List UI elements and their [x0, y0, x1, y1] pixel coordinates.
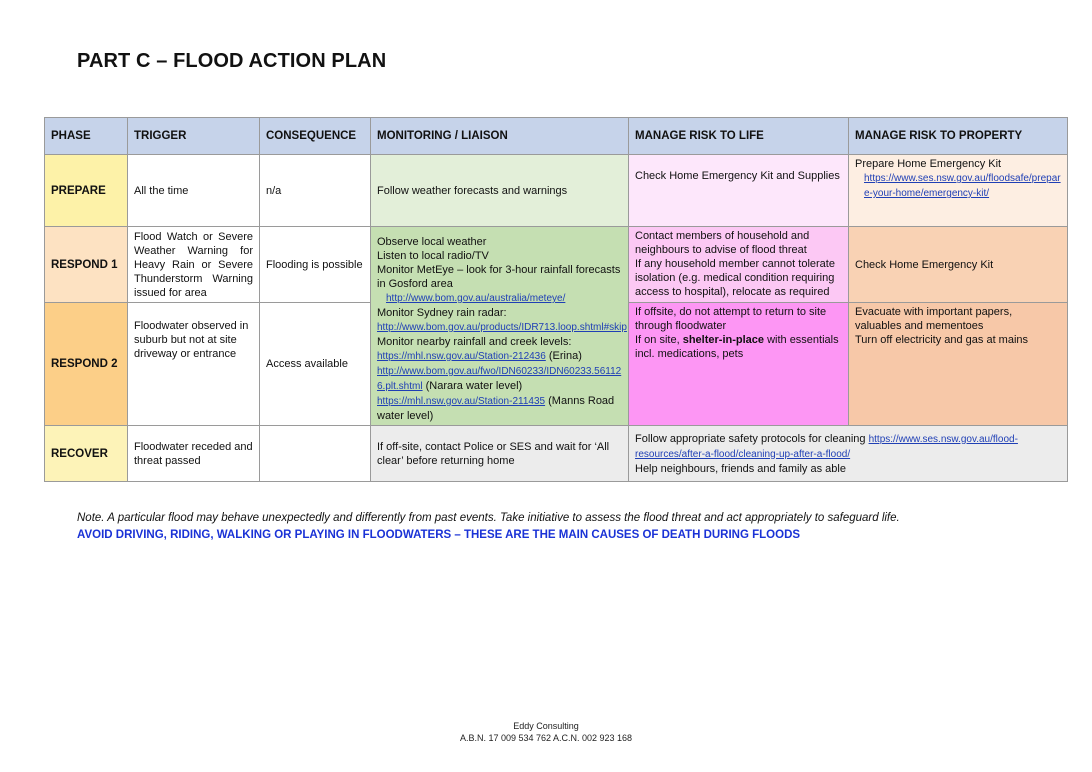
life-respond-1-line-2: If any household member cannot tolerate isolation (e.g. medical condition requiring access to hospital), relocate as required	[635, 258, 835, 298]
footer-company: Eddy Consulting	[513, 721, 579, 731]
monitoring-line-meteye: Monitor MetEye – look for 3-hour rainfall forecasts in Gosford area	[377, 264, 621, 290]
life-recover-line-2: Help neighbours, friends and family as able	[635, 462, 846, 475]
phase-respond-2: RESPOND 2	[45, 303, 128, 426]
consequence-respond-1: Flooding is possible	[260, 227, 371, 303]
life-recover	[629, 426, 1068, 482]
property-prepare-text: Prepare Home Emergency Kit	[855, 158, 1002, 170]
property-prepare	[849, 155, 1068, 227]
narara-label: (Narara water level)	[422, 380, 523, 392]
manns-road-label: (Manns Road water level)	[377, 395, 615, 422]
narara-link[interactable]: http://www.bom.gov.au/fwo/IDN60233/IDN60233.561126.plt.shtml	[377, 366, 622, 392]
life-recover-line-1: Follow appropriate safety protocols for cleaning	[635, 432, 869, 445]
phase-respond-1: RESPOND 1	[45, 227, 128, 303]
emergency-kit-link[interactable]: https://www.ses.nsw.gov.au/floodsafe/prepare-your-home/emergency-kit/	[864, 173, 1061, 199]
note-text: Note. A particular flood may behave unexpectedly and differently from past events. Take initiative to assess the flood threat and act appropriately to safeguard life.	[77, 512, 900, 524]
life-prepare	[629, 155, 849, 227]
monitoring-line-radar: Monitor Sydney rain radar:	[377, 307, 507, 319]
header-property: MANAGE RISK TO PROPERTY	[849, 118, 1068, 155]
property-respond-2-line-1: Evacuate with important papers, valuables and mementoes	[855, 306, 1013, 333]
consequence-respond-2: Access available	[260, 303, 371, 426]
property-respond-1: Check Home Emergency Kit	[849, 227, 1068, 303]
footer	[0, 720, 1092, 744]
consequence-recover	[260, 426, 371, 482]
monitoring-prepare: Follow weather forecasts and warnings	[371, 155, 629, 227]
life-prepare-text: Check Home Emergency Kit and Supplies	[635, 170, 840, 182]
property-respond-2	[849, 303, 1068, 426]
monitoring-recover: If off-site, contact Police or SES and wait for ‘All clear’ before returning home	[371, 426, 629, 482]
phase-prepare: PREPARE	[45, 155, 128, 227]
monitoring-respond	[371, 227, 629, 426]
life-respond-1	[629, 227, 849, 303]
table-row-prepare	[45, 155, 1068, 227]
erina-station-link[interactable]: https://mhl.nsw.gov.au/Station-212436	[377, 351, 546, 362]
header-phase: PHASE	[45, 118, 128, 155]
monitoring-line-creek: Monitor nearby rainfall and creek levels:	[377, 336, 572, 348]
life-respond-2	[629, 303, 849, 426]
flood-action-plan-table	[44, 117, 1068, 482]
trigger-respond-2: Floodwater observed in suburb but not at site driveway or entrance	[128, 303, 260, 426]
shelter-in-place-emphasis: shelter-in-place	[682, 334, 765, 347]
life-respond-2-line-1: If offsite, do not attempt to return to site through floodwater	[635, 306, 827, 333]
cleaning-up-link[interactable]: https://www.ses.nsw.gov.au/flood-resources/after-a-flood/cleaning-up-after-a-flood/	[635, 433, 1018, 460]
life-respond-1-line-1: Contact members of household and neighbours to advise of flood threat	[635, 230, 810, 256]
header-consequence: CONSEQUENCE	[260, 118, 371, 155]
header-life: MANAGE RISK TO LIFE	[629, 118, 849, 155]
trigger-respond-1: Flood Watch or Severe Weather Warning for Heavy Rain or Severe Thunderstorm Warning issued for area	[128, 227, 260, 303]
table-row-respond-1	[45, 227, 1068, 303]
footer-abn: A.B.N. 17 009 534 762 A.C.N. 002 923 168	[459, 733, 633, 743]
erina-label: (Erina)	[545, 350, 582, 362]
life-respond-2-line-2: If on site, shelter-in-place with essentials incl. medications, pets	[635, 334, 839, 361]
table-row-recover	[45, 426, 1068, 482]
monitoring-line-radio: Listen to local radio/TV	[377, 250, 489, 262]
page-title: PART C – FLOOD ACTION PLAN	[77, 50, 387, 72]
trigger-prepare: All the time	[128, 155, 260, 227]
trigger-recover: Floodwater receded and threat passed	[128, 426, 260, 482]
manns-road-link[interactable]: https://mhl.nsw.gov.au/Station-211435	[377, 396, 546, 407]
header-trigger: TRIGGER	[128, 118, 260, 155]
meteye-link[interactable]: http://www.bom.gov.au/australia/meteye/	[386, 293, 566, 304]
monitoring-line-observe: Observe local weather	[377, 236, 487, 248]
phase-recover: RECOVER	[45, 426, 128, 482]
consequence-prepare: n/a	[260, 155, 371, 227]
warning-text: AVOID DRIVING, RIDING, WALKING OR PLAYING IN FLOODWATERS – THESE ARE THE MAIN CAUSES OF DEATH DURING FLOODS	[77, 529, 801, 541]
property-respond-2-line-2: Turn off electricity and gas at mains	[855, 334, 1029, 347]
table-header-row	[45, 118, 1068, 155]
rain-radar-link[interactable]: http://www.bom.gov.au/products/IDR713.loop.shtml#skip	[377, 322, 627, 333]
header-monitoring: MONITORING / LIAISON	[371, 118, 629, 155]
